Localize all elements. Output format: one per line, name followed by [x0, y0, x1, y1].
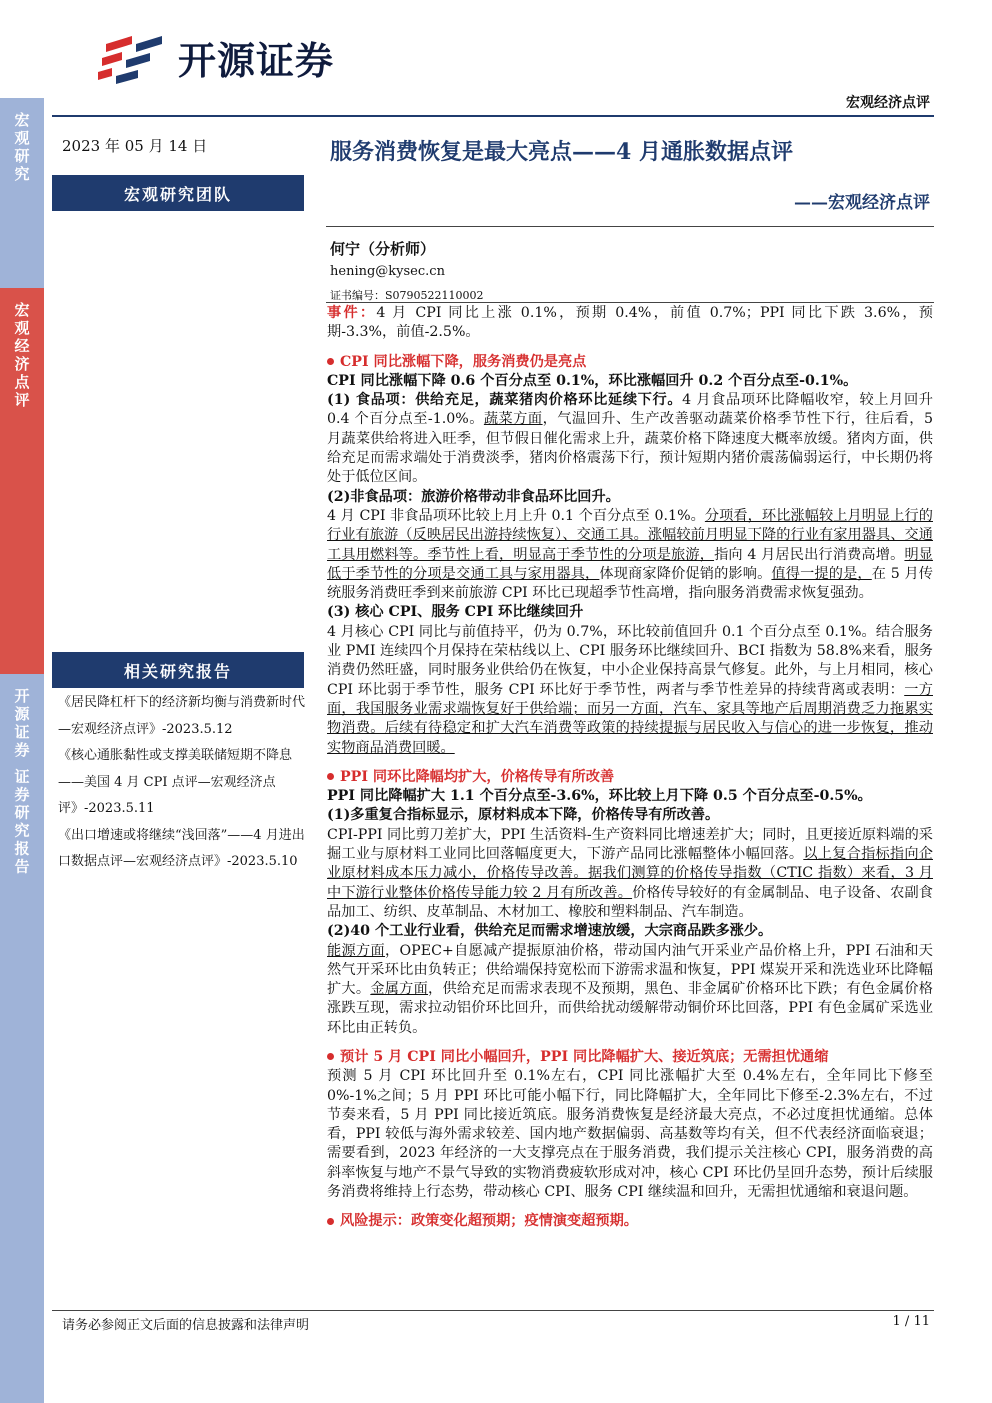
cpi-food-head: (1) 食品项：供给充足，蔬菜猪肉价格环比延续下行。 — [327, 392, 683, 409]
cpi-core-text-b: 一方面，我国服务业需求端恢复好于供给端；而另一方面，汽车、家具等地产后周期消费乏力拖累实物消费。后续有待稳定和扩大汽车消费等政策的持续提振与居民收入与信心的进一步恢复，推动实物商品消费回暖。 — [327, 681, 933, 756]
cpi-core-text-a: 4 月核心 CPI 同比与前值持平，仍为 0.7%，环比较前值回升 0.1 个百分点至 0.1%。结合服务业 PMI 连续四个月保持在荣枯线以上、CPI 服务环比继续回升、BCI 指数为 58.8%来看，服务消费仍然旺盛，同时服务业供给仍在恢复，中小企业保持高景气修复。此外，与上月相同，核心 CPI 环比弱于季节性，服务 CPI 环比好于季节性，两者与季节性差异的持续背离或表明： — [327, 623, 933, 698]
ppi-industry-head: (2)40 个工业行业看，供给充足而需求增速放缓，大宗商品跌多涨少。 — [327, 923, 773, 940]
cpi-food-text-c: ，气温回升、生产改善驱动蔬菜价格季节性下行，往后看，5 月蔬菜供给将进入旺季，但节假日催化需求上升，蔬菜价格下降速度大概率放缓。猪肉方面，供给充足而需求端处于消费淡季，猪肉价格震荡下行，预计短期内猪价震荡偏弱运行，中长期仍将处于低位区间。 — [327, 411, 933, 486]
side-tab-macro-research — [0, 98, 44, 288]
ppi-composite-text-b: 以上复合指标指向企业原材料成本压力减小，价格传导改善。 — [327, 846, 933, 882]
section-cpi-heading — [327, 353, 933, 372]
ppi-composite-paragraph — [327, 826, 933, 922]
cpi-nonfood-head: (2)非食品项：旅游价格带动非食品环比回升。 — [327, 488, 620, 505]
ppi-industry-text-a: 能源方面 — [327, 942, 386, 959]
footer-divider — [52, 1310, 934, 1311]
title-divider — [326, 226, 934, 227]
team-label-box — [52, 175, 304, 211]
cpi-nonfood-text-d: 明显低于季节性的分项是交通工具与家用器具， — [327, 546, 933, 582]
ppi-composite-head: (1)多重复合指标显示，原材料成本下降，价格传导有所改善。 — [327, 807, 720, 824]
section-forecast-title: 预计 5 月 CPI 同比小幅回升，PPI 同比降幅扩大、接近筑底；无需担忧通缩 — [340, 1048, 829, 1065]
risk-text: 风险提示：政策变化超预期；疫情演变超预期。 — [340, 1213, 638, 1230]
side-tab-macro-review — [0, 288, 44, 674]
report-date: 2023 年 05 月 14 日 — [62, 137, 208, 155]
section-cpi-lead: CPI 同比涨幅下降 0.6 个百分点至 0.1%，环比涨幅回升 0.2 个百分点至-0.1%。 — [327, 372, 858, 389]
company-logo — [92, 22, 334, 92]
section-cpi-title: CPI 同比涨幅下降，服务消费仍是亮点 — [340, 353, 587, 370]
side-tab-kysec — [0, 674, 44, 1403]
forecast-paragraph: 预测 5 月 CPI 环比回升至 0.1%左右，CPI 同比涨幅扩大至 0.4%左右，全年同比下修至 0%-1%之间；5 月 PPI 环比可能小幅下行，同比降幅扩大，全年同比下修至-2.3%左右，不过节奏来看，5 月 PPI 同比接近筑底。服务消费恢复是经济最大亮点，不必过度担忧通缩。总体看，PPI 较低与海外需求较差、国内地产数据偏弱、高基数等均有关，但不代表经济面临衰退；需要看到，2023 年经济的一大支撑亮点在于服务消费，我们提示关注核心 CPI，服务消费的高斜率恢复与地产不景气导致的实物消费疲软形成对冲，核心 CPI 环比仍呈回升态势，预计后续服务消费将维持上行态势，带动核心 CPI、服务 CPI 继续温和回升，无需担忧通缩和衰退问题。 — [327, 1068, 933, 1201]
bullet-icon — [327, 773, 334, 780]
cpi-core-paragraph — [327, 623, 933, 758]
page-number: 1 / 11 — [892, 1314, 930, 1329]
ppi-industry-text-c: 金属方面 — [370, 981, 429, 998]
cpi-nonfood-text-g: 在 5 月传统服务消费旺季到来前旅游 CPI 环比已现超季节性高增，指向服务消费需求恢复强劲。 — [327, 565, 933, 602]
analyst-cert: 证书编号：S0790522110002 — [330, 289, 484, 302]
section-ppi-heading — [327, 768, 933, 787]
footer-disclaimer: 请务必参阅正文后面的信息披露和法律声明 — [62, 1318, 310, 1333]
event-paragraph — [327, 304, 933, 343]
related-report-link[interactable]: 《核心通胀黏性或支撑美联储短期不降息——美国 4 月 CPI 点评—宏观经济点评》-2023.5.11 — [58, 748, 293, 816]
ppi-industry-paragraph — [327, 942, 933, 1038]
report-body — [327, 304, 933, 1232]
cert-divider — [326, 302, 934, 303]
team-label: 宏观研究团队 — [123, 184, 232, 204]
section-ppi-title: PPI 同环比降幅均扩大，价格传导有所改善 — [340, 768, 615, 785]
report-subtitle: ——宏观经济点评 — [794, 193, 930, 213]
ppi-composite-text-d: 价格传导较好的有金属制品、电子设备、农副食品加工、纺织、皮革制品、木材加工、橡胶和塑料制品、汽车制造。 — [327, 884, 933, 920]
report-type-tag: 宏观经济点评 — [846, 95, 930, 111]
section-forecast-heading — [327, 1048, 933, 1067]
cpi-nonfood-text-b: 分项看，环比涨幅较上月明显上行的行业有旅游（反映居民出游持续恢复）、交通工具。涨幅较前月明显下降的行业有家用器具、交通工具用燃料等。季节性上看，明显高于季节性的分项是旅游， — [327, 507, 933, 563]
related-reports-box — [52, 652, 304, 688]
analyst-name: 何宁（分析师） — [330, 240, 436, 258]
ppi-industry-text-d: ，供给充足而需求表现不及预期，黑色、非金属矿价格环比下跌；有色金属价格涨跌互现，需求拉动铝价环比回升，而供给扰动缓解带动铜价环比回落，PPI 有色金属矿采选业环比由正转负。 — [327, 981, 933, 1036]
ppi-industry-text-b: ，OPEC+自愿减产提振原油价格，带动国内油气开采业产品价格上升，PPI 石油和天然气开采环比由负转正；供给端保持宽松而下游需求温和恢复，PPI 煤炭开采和洗选业环比降幅扩大。 — [327, 942, 933, 998]
event-label: 事件： — [327, 305, 377, 321]
side-tab-top-label: 宏观研究 — [12, 112, 31, 184]
event-text: 4 月 CPI 同比上涨 0.1%，预期 0.4%，前值 0.7%；PPI 同比下跌 3.6%，预期-3.3%，前值-2.5%。 — [327, 305, 933, 341]
bullet-icon — [327, 1053, 334, 1060]
bullet-icon — [327, 358, 334, 365]
side-tab-bottom-label: 开源证券 证券研究报告 — [12, 688, 31, 877]
related-reports-label: 相关研究报告 — [123, 661, 232, 681]
analyst-email[interactable]: hening@kysec.cn — [330, 264, 445, 279]
bullet-icon — [327, 1218, 334, 1225]
side-tab-middle-label: 宏观经济点评 — [12, 302, 31, 410]
logo-mark-icon — [92, 22, 172, 92]
risk-heading — [327, 1212, 933, 1231]
cpi-nonfood-text-e: 体现商家降价促销的影响。 — [599, 565, 772, 582]
logo-text: 开源证券 — [178, 38, 335, 83]
cpi-nonfood-paragraph — [327, 507, 933, 603]
related-report-link[interactable]: 《出口增速或将继续“浅回落”——4 月进出口数据点评—宏观经济点评》-2023.5.10 — [58, 827, 305, 869]
related-reports-list — [58, 690, 308, 876]
ppi-composite-text-c: 据我们测算的价格传导指数（CTIC 指数）来看，3 月中下游行业整体价格传导能力较 2 月有所改善。 — [327, 865, 933, 901]
cpi-food-text-b: 蔬菜方面 — [483, 411, 543, 428]
cpi-food-paragraph — [327, 391, 933, 487]
section-ppi-lead: PPI 同比降幅扩大 1.1 个百分点至-3.6%，环比较上月下降 0.5 个百分点至-0.5%。 — [327, 788, 872, 805]
ppi-composite-text-a: CPI-PPI 同比剪刀差扩大，PPI 生活资料-生产资料同比增速差扩大；同时，且更接近原料端的采掘工业与原材料工业同比回落幅度更大，下游产品同比涨幅整体小幅回落。 — [327, 826, 933, 863]
header-divider — [52, 115, 934, 117]
cpi-nonfood-text-f: 值得一提的是， — [771, 565, 872, 582]
report-title: 服务消费恢复是最大亮点——4 月通胀数据点评 — [330, 139, 793, 165]
cpi-core-head: (3) 核心 CPI、服务 CPI 环比继续回升 — [327, 604, 584, 621]
cpi-nonfood-text-a: 4 月 CPI 非食品项环比较上月上升 0.1 个百分点至 0.1%。 — [327, 507, 705, 524]
cpi-food-text-a: 4 月食品项环比降幅收窄，较上月回升 0.4 个百分点至-1.0%。 — [327, 392, 933, 428]
cpi-nonfood-text-c: 指向 4 月居民出行消费高增。 — [714, 546, 905, 563]
related-report-link[interactable]: 《居民降杠杆下的经济新均衡与消费新时代—宏观经济点评》-2023.5.12 — [58, 695, 306, 737]
